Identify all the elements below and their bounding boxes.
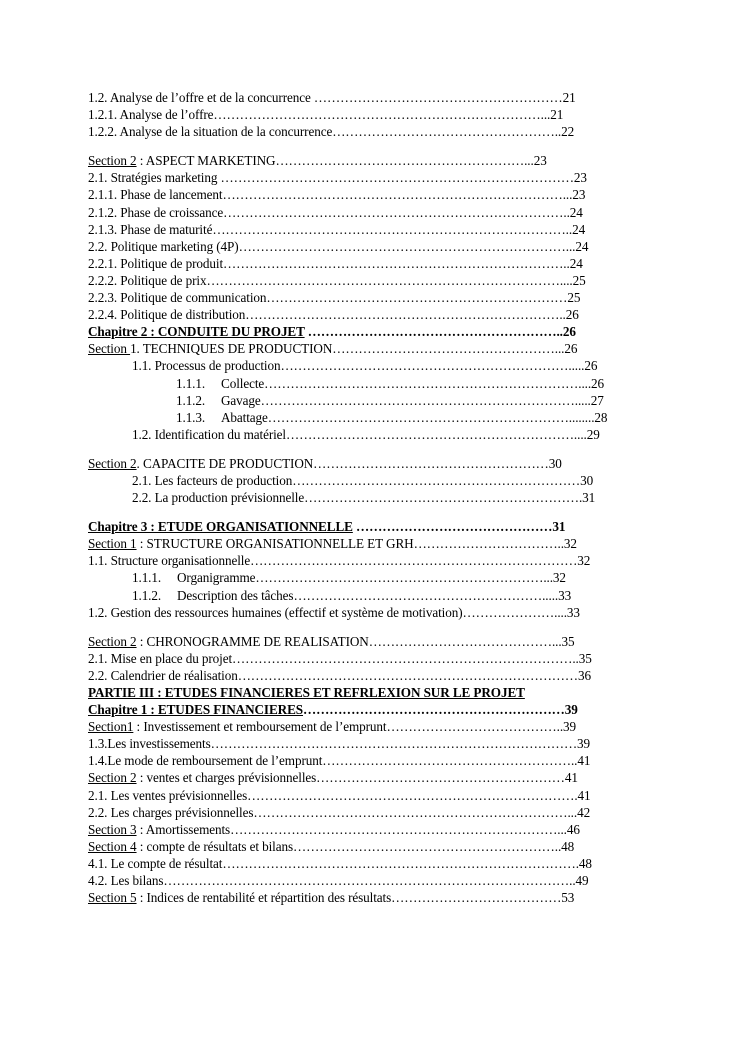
toc-entry-text: 2.1. Mise en place du projet……………………………………………………………………..35 xyxy=(88,650,592,666)
toc-subentry xyxy=(88,489,658,506)
toc-entry xyxy=(88,667,658,684)
toc-entry-text: 2.1.3. Phase de maturité………………………………………………………………………..24 xyxy=(88,221,586,237)
toc-entry-text: 2.2. Les charges prévisionnelles………………………………………………………………...42 xyxy=(88,804,591,820)
toc-section-entry xyxy=(88,718,658,735)
toc-entry-text: 2.2.4. Politique de distribution………………………………………………………………..26 xyxy=(88,307,579,323)
toc-entry xyxy=(88,289,658,306)
toc-entry-text: 4.2. Les bilans…………………………………………………………………………………..49 xyxy=(88,873,589,889)
toc-entry-number: 1.1.2. xyxy=(132,587,162,603)
toc-entry-text: Collecte………………………………………………………………....26 xyxy=(221,375,605,391)
toc-entry xyxy=(88,123,658,140)
toc-entry-text: 2.2. Politique marketing (4P)…………………………………………………………………...24 xyxy=(88,238,589,254)
toc-entry xyxy=(88,752,658,769)
toc-spacer xyxy=(88,621,658,633)
toc-entry xyxy=(88,804,658,821)
toc-entry-text: 2.2.2. Politique de prix………………………………………………………………………....25 xyxy=(88,272,586,288)
toc-entry-text: 2.1.2. Phase de croissance……………………………………………………………………..24 xyxy=(88,204,583,220)
toc-section-entry xyxy=(88,340,658,357)
toc-entry-number: 1.1.1. xyxy=(176,375,206,391)
toc-entry xyxy=(88,89,658,106)
table-of-contents xyxy=(88,89,658,906)
toc-entry xyxy=(88,787,658,804)
toc-chapter-entry xyxy=(88,701,658,718)
toc-entry-text: 1.2. Analyse de l’offre et de la concurrence …………………………………………………21 xyxy=(88,90,576,105)
toc-subentry xyxy=(88,357,658,374)
toc-entry xyxy=(88,855,658,872)
toc-entry-text: : Indices de rentabilité et répartition des résultats…………………………………53 xyxy=(136,890,575,906)
toc-entry-text: 1.4.Le mode de remboursement de l’emprunt…………………………………………………..41 xyxy=(88,753,591,769)
toc-entry-text: 1.3.Les investissements…………………………………………………………………………39 xyxy=(88,736,591,752)
toc-part-label: PARTIE III : ETUDES FINANCIERES ET REFRLEXION SUR LE PROJET xyxy=(88,685,525,700)
toc-entry xyxy=(88,204,658,221)
toc-chapter-label: Chapitre 1 : ETUDES FINANCIERES xyxy=(88,702,304,718)
toc-section-entry xyxy=(88,821,658,838)
toc-entry xyxy=(88,735,658,752)
toc-entry xyxy=(88,221,658,238)
toc-section-label: Section 2 xyxy=(88,633,137,649)
toc-section-entry xyxy=(88,633,658,650)
toc-subentry xyxy=(88,587,658,604)
toc-section-label: Section1 xyxy=(88,719,134,735)
toc-section-entry xyxy=(88,152,658,169)
toc-section-label: Section xyxy=(88,341,131,357)
toc-entry xyxy=(88,306,658,323)
toc-entry-text: 4.1. Le compte de résultat……………………………………………………………………….48 xyxy=(88,855,592,871)
toc-subsubentry xyxy=(88,409,658,426)
toc-entry xyxy=(88,255,658,272)
toc-entry-text: 2.2.3. Politique de communication……………………………………………………………25 xyxy=(88,290,581,306)
toc-entry-text: 1.1. Processus de production………………………………………………………….....26 xyxy=(132,358,598,374)
toc-entry-text: 1.2. Gestion des ressources humaines (effectif et système de motivation)…………………....33 xyxy=(88,604,580,620)
toc-entry-text: Description des tâches………………………………………………….....33 xyxy=(177,587,572,603)
toc-entry-text: : CHRONOGRAMME DE REALISATION……………………………………...35 xyxy=(136,633,575,649)
toc-section-label: Section 2 xyxy=(88,455,137,471)
toc-entry-text: 2.1.1. Phase de lancement……………………………………………………………………...23 xyxy=(88,187,586,203)
toc-entry-text: 2.2. Calendrier de réalisation……………………………………………………………………36 xyxy=(88,667,591,683)
toc-entry-text: : ventes et charges prévisionnelles…………………………………………………41 xyxy=(136,770,578,786)
toc-entry xyxy=(88,106,658,123)
toc-subentry xyxy=(88,472,658,489)
toc-section-label: Section 3 xyxy=(88,821,137,837)
toc-entry xyxy=(88,169,658,186)
toc-entry-text: 1.2.2. Analyse de la situation de la concurrence……………………………………………..22 xyxy=(88,124,575,140)
toc-entry xyxy=(88,650,658,667)
toc-entry-text: 1.2.1. Analyse de l’offre…………………………………………………………………...21 xyxy=(88,107,564,123)
toc-entry-text: 1.2. Identification du matériel…………………………………………………………....29 xyxy=(132,426,600,442)
toc-entry-number: 1.1.3. xyxy=(176,409,206,425)
toc-entry-number: 1.1.1. xyxy=(132,570,162,586)
toc-entry-text: : compte de résultats et bilans……………………………………………………..48 xyxy=(136,838,575,854)
toc-section-entry xyxy=(88,838,658,855)
toc-entry xyxy=(88,272,658,289)
toc-section-label: Section 5 xyxy=(88,890,137,906)
toc-entry-text: 2.1. Les facteurs de production…………………………………………………………30 xyxy=(132,472,594,488)
toc-entry-text: ………………………………………31 xyxy=(352,519,566,535)
toc-entry xyxy=(88,186,658,203)
toc-section-label: Section 2 xyxy=(88,153,137,169)
toc-spacer xyxy=(88,140,658,152)
toc-entry-text: 1.1. Structure organisationnelle…………………………………………………………………32 xyxy=(88,553,591,569)
toc-chapter-entry xyxy=(88,323,658,340)
toc-entry-number: 1.1.2. xyxy=(176,392,206,408)
toc-section-entry xyxy=(88,455,658,472)
toc-entry xyxy=(88,238,658,255)
toc-part-heading xyxy=(88,684,658,701)
toc-section-entry xyxy=(88,769,658,786)
toc-section-label: Section 4 xyxy=(88,838,137,854)
toc-entry-text: 2.2. La production prévisionnelle……………………………………………………….31 xyxy=(132,490,596,506)
toc-entry xyxy=(88,604,658,621)
toc-entry-text: 2.1. Les ventes prévisionnelles………………………………………………………………….41 xyxy=(88,787,591,803)
toc-section-label: Section 2 xyxy=(88,770,137,786)
toc-entry-text: 1. TECHNIQUES DE PRODUCTION……………………………………………...26 xyxy=(130,341,578,357)
toc-chapter-label: Chapitre 2 : CONDUITE DU PROJET xyxy=(88,324,305,340)
toc-section-label: Section 1 xyxy=(88,536,137,552)
toc-entry-text: : STRUCTURE ORGANISATIONNELLE ET GRH……………………………..32 xyxy=(136,536,577,552)
toc-section-entry xyxy=(88,889,658,906)
toc-subsubentry xyxy=(88,392,658,409)
toc-subentry xyxy=(88,569,658,586)
toc-entry-text: 2.2.1. Politique de produit……………………………………………………………………..24 xyxy=(88,255,583,271)
toc-spacer xyxy=(88,506,658,518)
toc-chapter-entry xyxy=(88,518,658,535)
toc-entry-text: …………………………………………………..26 xyxy=(304,324,576,340)
toc-entry-text: Abattage……………………………………………………………........28 xyxy=(221,409,608,425)
toc-entry xyxy=(88,552,658,569)
toc-entry-text: : ASPECT MARKETING…………………………………………………...23 xyxy=(136,153,547,169)
toc-entry xyxy=(88,872,658,889)
toc-entry-text: . CAPACITE DE PRODUCTION………………………………………………30 xyxy=(136,455,562,471)
toc-subsubentry xyxy=(88,375,658,392)
toc-subentry xyxy=(88,426,658,443)
toc-spacer xyxy=(88,443,658,455)
toc-entry-text: 2.1. Stratégies marketing ………………………………………………………………………23 xyxy=(88,170,587,186)
toc-entry-text: ……………………………………………………39 xyxy=(303,702,578,718)
toc-entry-text: Gavage……………………………………………………………….....27 xyxy=(221,392,604,408)
toc-entry-text: : Amortissements…………………………………………………………………...46 xyxy=(136,821,580,837)
toc-chapter-label: Chapitre 3 : ETUDE ORGANISATIONNELLE xyxy=(88,519,353,535)
toc-entry-text: : Investissement et remboursement de l’emprunt…………………………………..39 xyxy=(133,719,576,735)
toc-section-entry xyxy=(88,535,658,552)
toc-entry-text: Organigramme…………………………………………………………...32 xyxy=(177,570,566,586)
